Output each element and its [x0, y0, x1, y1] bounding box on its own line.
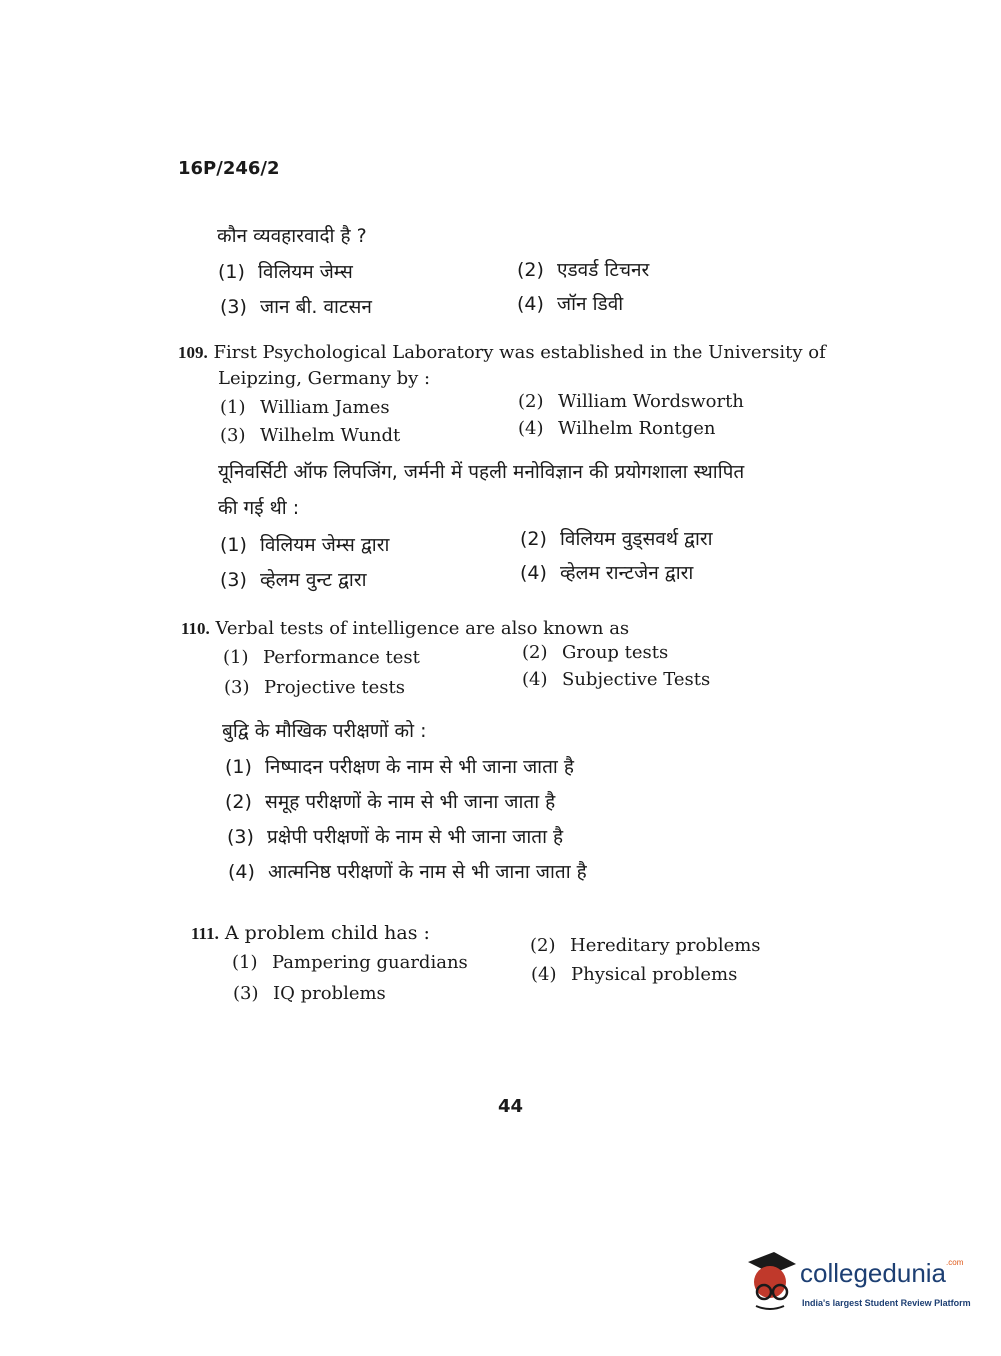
q108-hindi-option-2: (2) एडवर्ड टिचनर — [517, 259, 650, 281]
q110-option-3: (3) Projective tests — [224, 677, 405, 698]
q110-question: 110. Verbal tests of intelligence are also known as — [181, 618, 630, 639]
q111-option-3: (3) IQ problems — [233, 983, 386, 1004]
q109-option-3: (3) Wilhelm Wundt — [220, 425, 401, 446]
paper-code: 16P/246/2 — [178, 158, 280, 179]
q111-option-2: (2) Hereditary problems — [530, 935, 761, 956]
q109-option-4: (4) Wilhelm Rontgen — [518, 418, 716, 439]
q111-option-4: (4) Physical problems — [531, 964, 738, 985]
q108-hindi-option-4: (4) जॉन डिवी — [517, 293, 624, 315]
q108-hindi-option-3: (3) जान बी. वाटसन — [220, 296, 372, 318]
mascot-icon — [744, 1248, 800, 1312]
q109-hindi-option-3: (3) व्हेलम वुन्ट द्वारा — [220, 569, 367, 591]
collegedunia-wordmark: collegedunia$^{.com}$ — [800, 1258, 964, 1288]
q109-hindi-option-2: (2) विलियम वुड्सवर्थ द्वारा — [520, 528, 713, 550]
q109-question-line1: 109. First Psychological Laboratory was established in the University of — [178, 342, 826, 363]
collegedunia-logo — [744, 1248, 974, 1318]
q110-hindi-question: बुद्वि के मौखिक परीक्षणों को : — [222, 720, 427, 742]
q109-option-2: (2) William Wordsworth — [518, 391, 744, 412]
q109-hindi-option-4: (4) व्हेलम रान्टजेन द्वारा — [520, 562, 694, 584]
q109-hindi-question-line2: की गई थी : — [218, 497, 300, 519]
q110-option-1: (1) Performance test — [223, 647, 420, 668]
q110-hindi-option-4: (4) आत्मनिष्ठ परीक्षणों के नाम से भी जाना जाता है — [228, 861, 587, 883]
q109-hindi-question-line1: यूनिवर्सिटी ऑफ लिपजिंग, जर्मनी में पहली मनोविज्ञान की प्रयोगशाला स्थापित — [218, 461, 745, 483]
page-number: 44 — [498, 1096, 524, 1117]
q111-option-1: (1) Pampering guardians — [232, 952, 468, 973]
q108-hindi-option-1: (1) विलियम जेम्स — [218, 261, 353, 283]
q110-hindi-option-1: (1) निष्पादन परीक्षण के नाम से भी जाना जाता है — [225, 756, 574, 778]
q110-hindi-option-3: (3) प्रक्षेपी परीक्षणों के नाम से भी जाना जाता है — [227, 826, 564, 848]
q109-option-1: (1) William James — [220, 397, 390, 418]
q111-question: 111. A problem child has : — [191, 922, 430, 944]
q108-hindi-question: कौन व्यवहारवादी है ? — [217, 225, 367, 247]
collegedunia-tagline: India's largest Student Review Platform — [802, 1298, 971, 1308]
q109-hindi-option-1: (1) विलियम जेम्स द्वारा — [220, 534, 390, 556]
q110-hindi-option-2: (2) समूह परीक्षणों के नाम से भी जाना जाता है — [225, 791, 556, 813]
q110-option-2: (2) Group tests — [522, 642, 669, 663]
q110-option-4: (4) Subjective Tests — [522, 669, 711, 690]
q109-question-line2: Leipzing, Germany by : — [218, 368, 431, 389]
